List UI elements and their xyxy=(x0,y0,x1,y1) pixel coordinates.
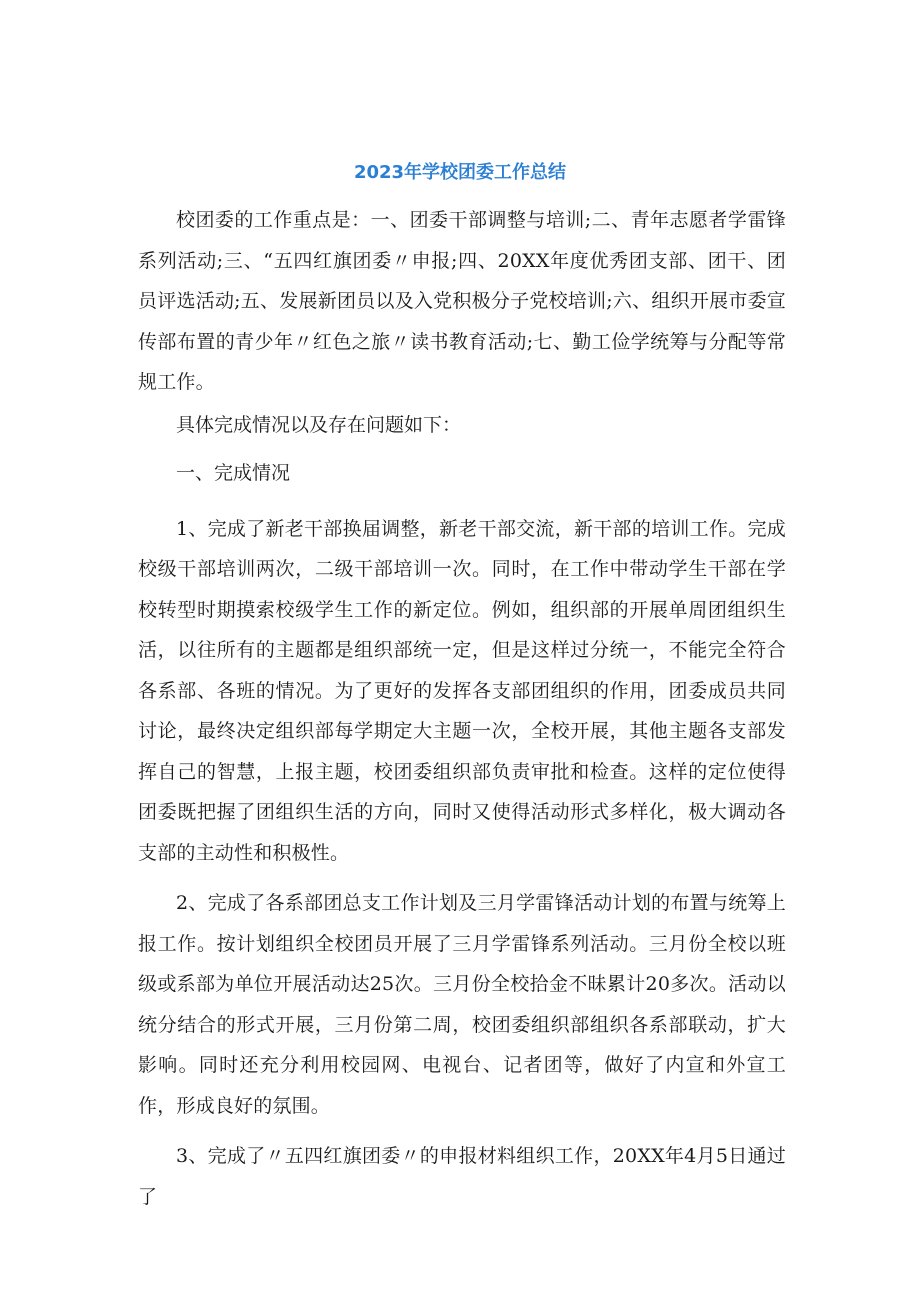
item-paragraph-3: 3、完成了〃五四红旗团委〃的申报材料组织工作，20XX年4月5日通过了 xyxy=(138,1145,786,1208)
document-body xyxy=(138,200,786,1217)
item-paragraph-2: 2、完成了各系部团总支工作计划及三月学雷锋活动计划的布置与统筹上报工作。按计划组织全校团员开展了三月学雷锋系列活动。三月份全校以班级或系部为单位开展活动达25次。三月份全校拾金不昧累计20多次。活动以统分结合的形式开展，三月份第二周，校团委组织部组织各系部联动，扩大影响。同时还充分利用校园网、电视台、记者团等，做好了内宣和外宣工作，形成良好的氛围。 xyxy=(138,892,786,1117)
intro-paragraph: 校团委的工作重点是：一、团委干部调整与培训;二、青年志愿者学雷锋系列活动;三、“五四红旗团委〃申报;四、20XX年度优秀团支部、团干、团员评选活动;五、发展新团员以及入党积极分子党校培训;六、组织开展市委宣传部布置的青少年〃红色之旅〃读书教育活动;七、勤工俭学统筹与分配等常规工作。 xyxy=(138,209,786,393)
section-heading-completion: 一、完成情况 xyxy=(176,461,291,484)
item-paragraph-1: 1、完成了新老干部换届调整，新老干部交流，新干部的培训工作。完成校级干部培训两次，二级干部培训一次。同时，在工作中带动学生干部在学校转型时期摸索校级学生工作的新定位。例如，组织部的开展单周团组织生活，以往所有的主题都是组织部统一定，但是这样过分统一，不能完全符合各系部、各班的情况。为了更好的发挥各支部团组织的作用，团委成员共同讨论，最终决定组织部每学期定大主题一次，全校开展，其他主题各支部发挥自己的智慧，上报主题，校团委组织部负责审批和检查。这样的定位使得团委既把握了团组织生活的方向，同时又使得活动形式多样化，极大调动各支部的主动性和积极性。 xyxy=(138,517,786,864)
summary-heading: 具体完成情况以及存在问题如下： xyxy=(176,413,462,436)
document-title: 2023年学校团委工作总结 xyxy=(353,162,567,183)
